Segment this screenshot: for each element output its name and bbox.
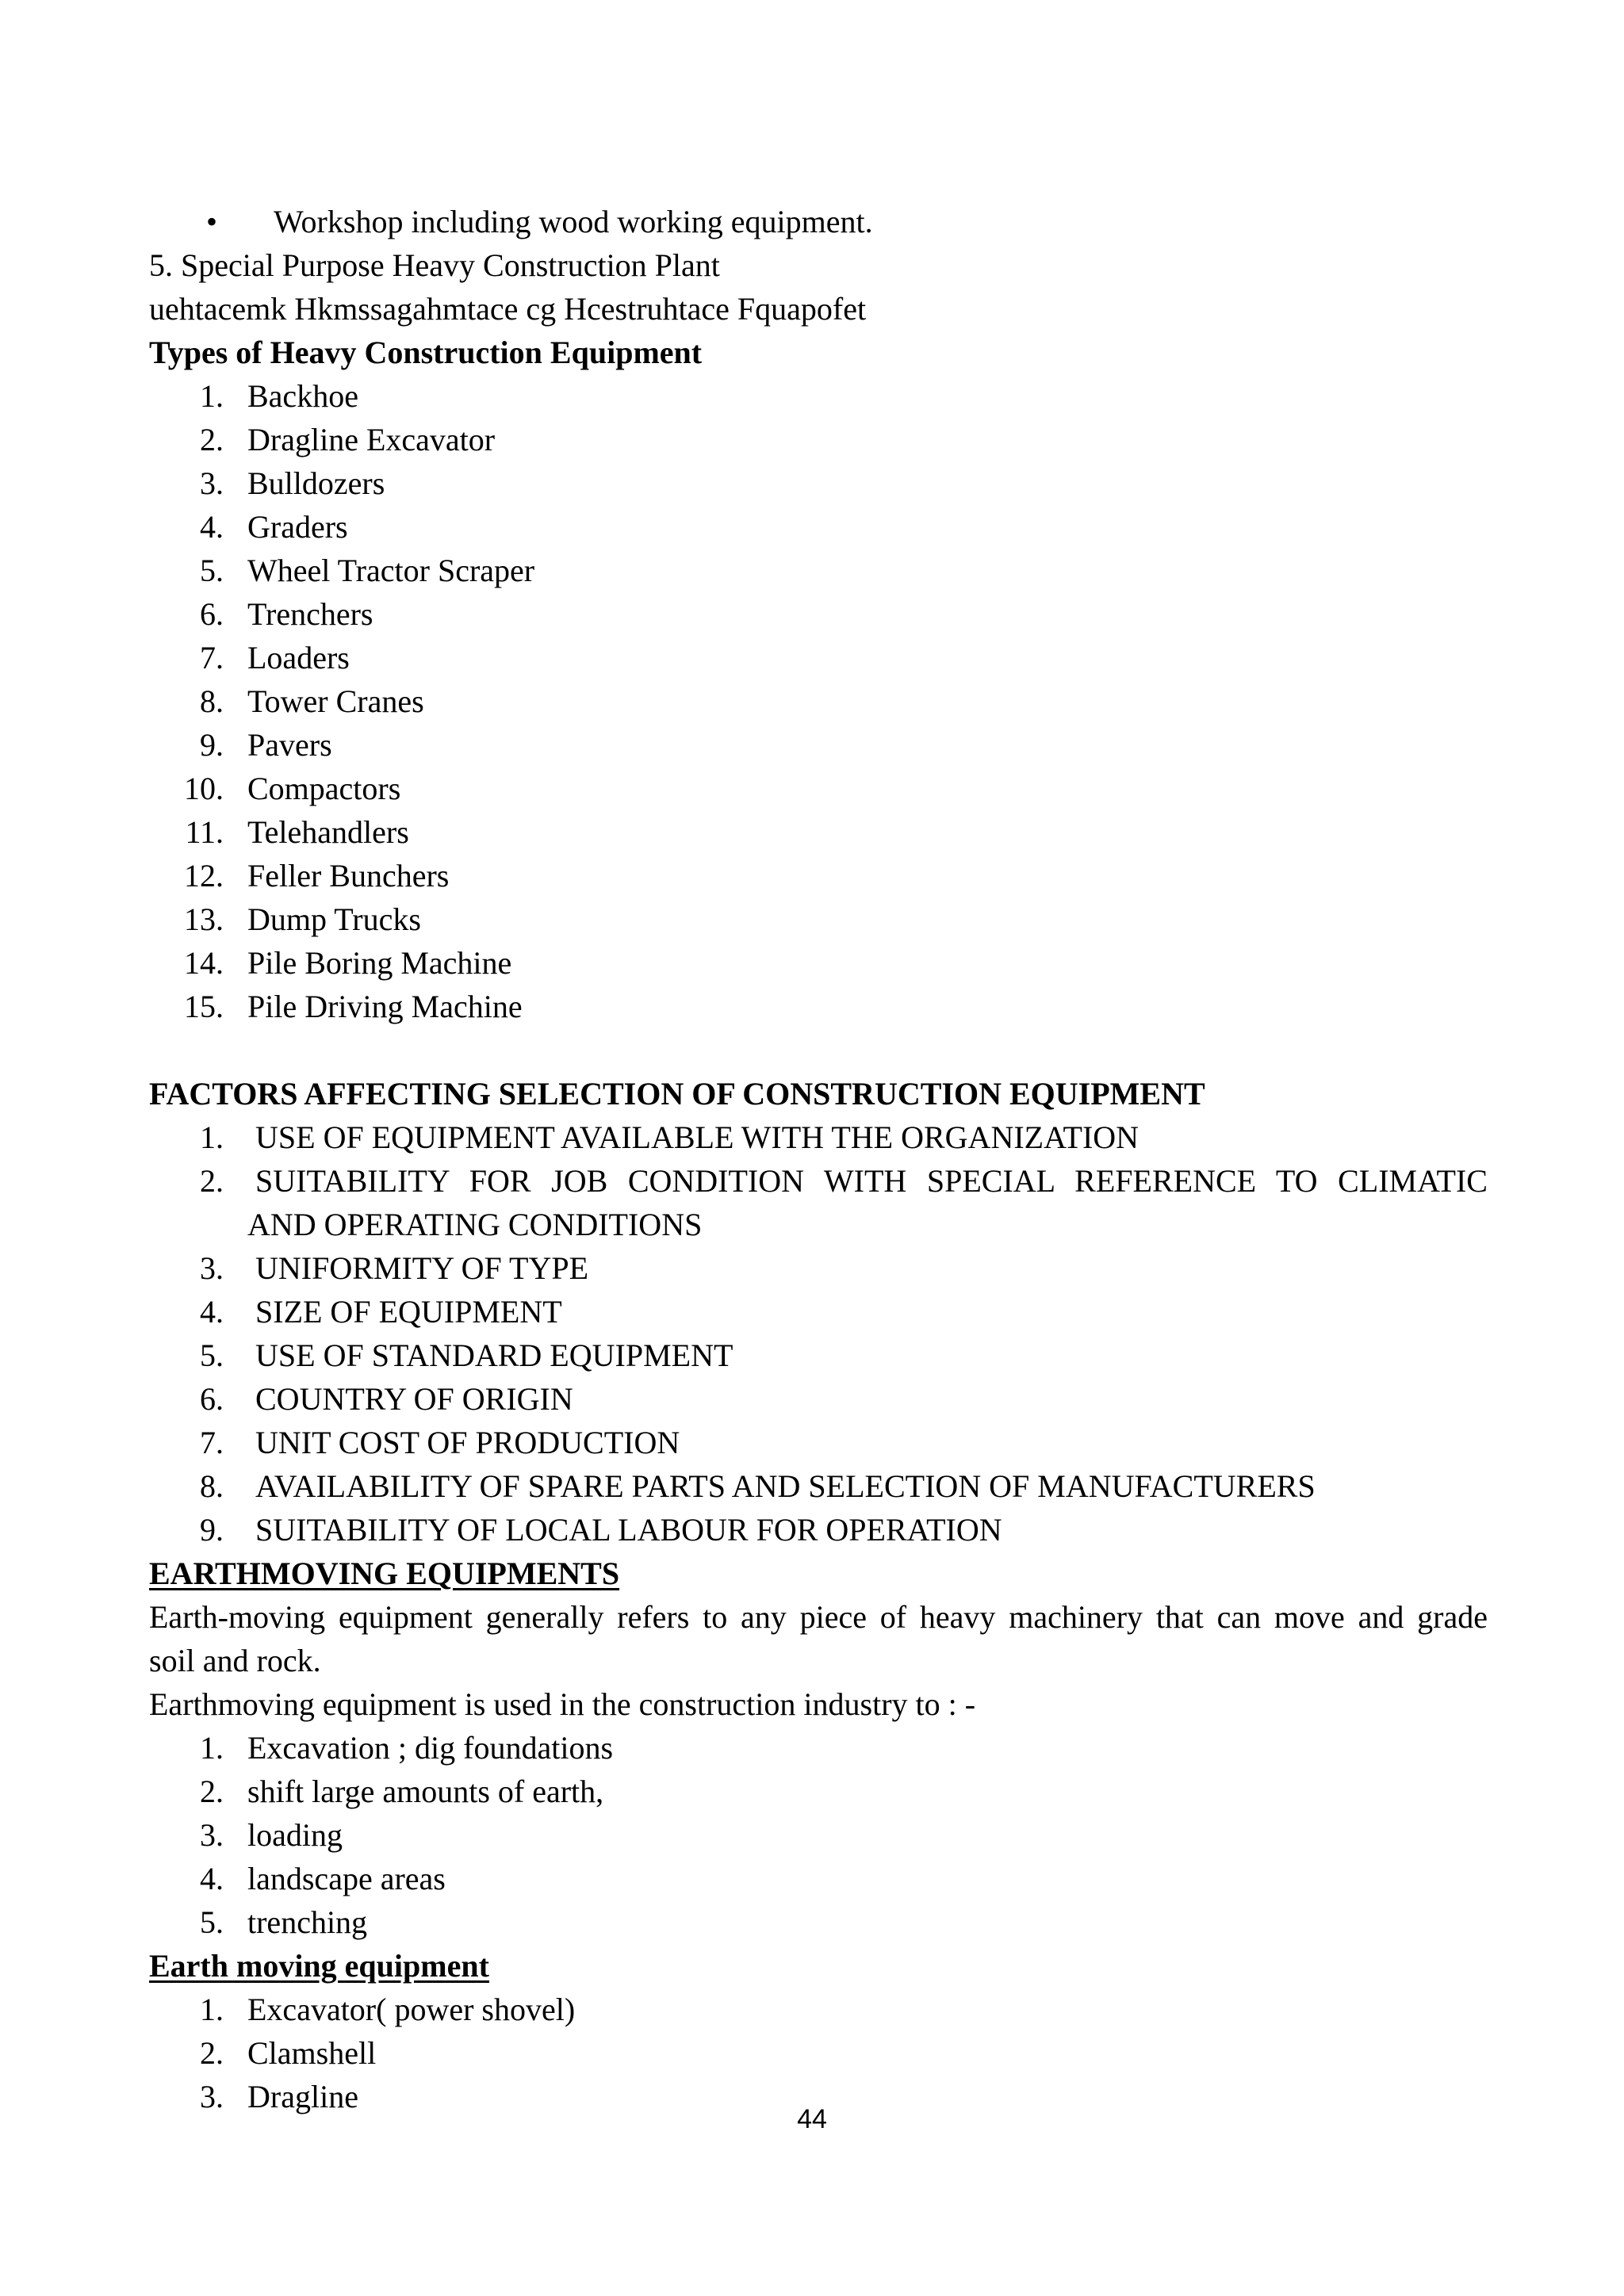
list-label: Telehandlers [247, 814, 409, 850]
list-label: Trenchers [247, 596, 373, 632]
types-list-item [149, 461, 1488, 505]
list-label: Dragline Excavator [247, 422, 496, 457]
list-number: 1. [200, 1992, 224, 2027]
list-number: 2. [200, 1163, 224, 1199]
section-spacer [149, 1028, 1488, 1072]
list-label: Pile Driving Machine [247, 989, 523, 1024]
factors-list-item [149, 1159, 1488, 1246]
list-label-line: AND OPERATING CONDITIONS [247, 1207, 703, 1242]
types-list-item [149, 679, 1488, 723]
types-list-item [149, 636, 1488, 679]
types-list-item [149, 985, 1488, 1028]
types-list-item [149, 549, 1488, 592]
types-heading: Types of Heavy Construction Equipment [149, 335, 703, 370]
list-number: 5. [200, 553, 224, 588]
list-number: 3. [200, 465, 224, 501]
factors-list-item [149, 1290, 1488, 1334]
factors-list-item [149, 1246, 1488, 1290]
list-label: Loaders [247, 640, 350, 675]
list-label: Tower Cranes [247, 683, 424, 719]
factors-list-item [149, 1464, 1488, 1508]
list-number: 7. [200, 640, 224, 675]
factors-list-item [149, 1334, 1488, 1377]
list-number: 7. [200, 1425, 224, 1460]
list-label: Dump Trucks [247, 901, 421, 937]
list-number: 11. [185, 814, 224, 850]
list-label: SUITABILITY OF LOCAL LABOUR FOR OPERATION [255, 1512, 1002, 1548]
bullet-icon: • [206, 204, 218, 239]
list-label: COUNTRY OF ORIGIN [255, 1381, 573, 1417]
types-list-item [149, 418, 1488, 461]
list-number: 15. [184, 989, 224, 1024]
types-list-item [149, 941, 1488, 985]
factors-list-item [149, 1377, 1488, 1421]
list-label: Backhoe [247, 378, 358, 414]
list-label [247, 1159, 1488, 1246]
garbled-text-line: uehtacemk Hkmssagahmtace cg Hcestruhtace Fquapofet [149, 291, 867, 327]
list-number: 9. [200, 727, 224, 763]
equipment-list-item [149, 1988, 1488, 2031]
uses-list-item [149, 1813, 1488, 1857]
list-label: Feller Bunchers [247, 858, 450, 894]
list-number: 2. [200, 1774, 224, 1809]
list-label: Bulldozers [247, 465, 385, 501]
earthmoving-paragraph-line: Earth-moving equipment generally refers to any piece of heavy machinery that can move and grade [149, 1599, 1488, 1635]
list-label: Wheel Tractor Scraper [247, 553, 535, 588]
list-label: Dragline [247, 2079, 358, 2114]
list-number: 2. [200, 422, 224, 457]
list-number: 10. [184, 771, 224, 806]
factors-list [149, 1115, 1488, 1552]
list-label: UNIFORMITY OF TYPE [255, 1250, 589, 1286]
uses-list-item [149, 1726, 1488, 1770]
list-label: USE OF STANDARD EQUIPMENT [255, 1337, 733, 1373]
types-list-item [149, 897, 1488, 941]
list-number: 2. [200, 2035, 224, 2071]
list-number: 3. [200, 1250, 224, 1286]
list-number: 4. [200, 1861, 224, 1896]
special-purpose-line: 5. Special Purpose Heavy Construction Plant [149, 247, 720, 283]
earthmoving-heading: EARTHMOVING EQUIPMENTS [149, 1556, 620, 1591]
list-label: Pavers [247, 727, 332, 763]
list-label-line: SUITABILITY FOR JOB CONDITION WITH SPECIAL REFERENCE TO CLIMATIC [255, 1163, 1488, 1199]
uses-list-item [149, 1770, 1488, 1813]
list-number: 3. [200, 1817, 224, 1853]
types-list-item [149, 767, 1488, 810]
list-label: trenching [247, 1904, 368, 1940]
earthmoving-uses-list [149, 1726, 1488, 1944]
list-number: 8. [200, 683, 224, 719]
list-number: 14. [184, 945, 224, 981]
bullet-list-item [149, 200, 1488, 243]
list-number: 8. [200, 1468, 224, 1504]
list-number: 4. [200, 1294, 224, 1330]
list-number: 5. [200, 1337, 224, 1373]
factors-list-item [149, 1421, 1488, 1464]
list-label: Excavation ; dig foundations [247, 1730, 614, 1766]
list-number: 6. [200, 1381, 224, 1417]
list-number: 1. [200, 1730, 224, 1766]
earth-moving-equipment-list [149, 1988, 1488, 2118]
list-number: 5. [200, 1904, 224, 1940]
list-number: 9. [200, 1512, 224, 1548]
uses-list-item [149, 1900, 1488, 1944]
types-list-item [149, 810, 1488, 854]
page-number: 44 [797, 2104, 827, 2134]
list-label: UNIT COST OF PRODUCTION [255, 1425, 680, 1460]
list-label: Graders [247, 509, 348, 545]
types-list-item [149, 854, 1488, 897]
list-label: USE OF EQUIPMENT AVAILABLE WITH THE ORGANIZATION [255, 1119, 1139, 1155]
factors-list-item [149, 1508, 1488, 1552]
list-label: shift large amounts of earth, [247, 1774, 604, 1809]
list-number: 1. [200, 378, 224, 414]
factors-list-item [149, 1115, 1488, 1159]
list-label: Compactors [247, 771, 401, 806]
list-number: 3. [200, 2079, 224, 2114]
list-label: loading [247, 1817, 343, 1853]
list-label: SIZE OF EQUIPMENT [255, 1294, 562, 1330]
list-label: Pile Boring Machine [247, 945, 512, 981]
uses-list-item [149, 1857, 1488, 1900]
types-list-item [149, 723, 1488, 767]
types-list-item [149, 592, 1488, 636]
list-label: AVAILABILITY OF SPARE PARTS AND SELECTION OF MANUFACTURERS [255, 1468, 1316, 1504]
list-label: Excavator( power shovel) [247, 1992, 576, 2027]
list-number: 12. [184, 858, 224, 894]
earth-moving-equipment-heading: Earth moving equipment [149, 1948, 489, 1984]
list-label: Clamshell [247, 2035, 377, 2071]
earthmoving-intro: Earthmoving equipment is used in the construction industry to : - [149, 1686, 976, 1722]
document-page [149, 200, 1488, 2118]
list-number: 4. [200, 509, 224, 545]
types-list-item [149, 505, 1488, 549]
list-number: 13. [184, 901, 224, 937]
list-number: 1. [200, 1119, 224, 1155]
equipment-list-item [149, 2031, 1488, 2075]
bullet-text: Workshop including wood working equipment. [274, 204, 873, 239]
earthmoving-paragraph-line: soil and rock. [149, 1643, 321, 1678]
list-number: 6. [200, 596, 224, 632]
list-label: landscape areas [247, 1861, 446, 1896]
types-list [149, 374, 1488, 1028]
types-list-item [149, 374, 1488, 418]
factors-heading: FACTORS AFFECTING SELECTION OF CONSTRUCTION EQUIPMENT [149, 1076, 1205, 1112]
